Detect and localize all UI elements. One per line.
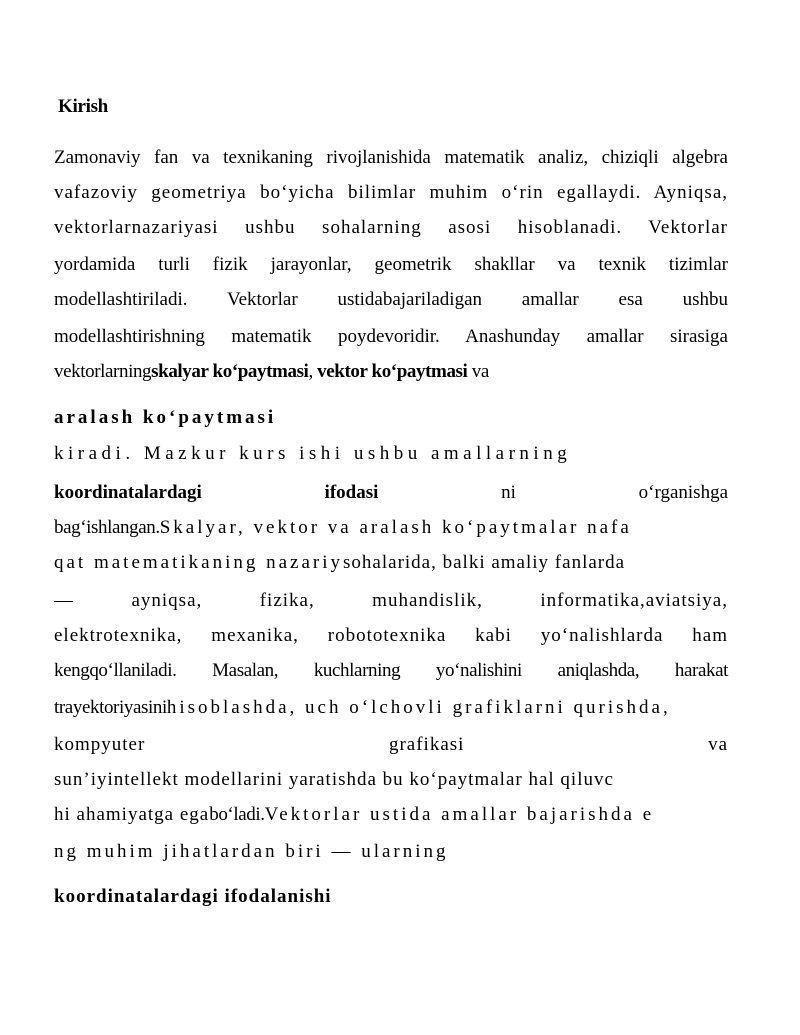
term-vector-product: vektor ko‘paytmasi <box>317 361 468 382</box>
paragraph-line-10 <box>54 481 728 505</box>
line17-text-2: grafikasi <box>388 734 465 755</box>
paragraph-line-14: elektrotexnika, mexanika, robototexnika kabi yo‘nalishlarda ham <box>54 625 728 646</box>
paragraph-line-4: yordamida turli fizik jarayonlar, geometrik shakllar va texnik tizimlar <box>54 254 728 275</box>
paragraph-line-18: sun’iyintellekt modellarini yaratishda bu ko‘paytmalar hal qiluvc <box>54 769 614 790</box>
paragraph-line-6: modellashtirishning matematik poydevoridir. Anashunday amallar sirasiga <box>54 326 728 347</box>
line7-text-3: va <box>467 361 489 382</box>
line10-text-3: ni <box>501 482 516 503</box>
line11-text-2: Skalyar, vektor va aralash ko‘paytmalar nafa <box>159 517 632 538</box>
paragraph-line-5: modellashtiriladi. Vektorlar ustidabajariladigan amallar esa ushbu <box>54 289 728 310</box>
term-coordinate-representation: koordinatalardagi ifodalanishi <box>54 886 332 907</box>
line17-text-3: va <box>708 734 728 755</box>
line19-text-3: Vektorlar ustida amallar bajarishda e <box>264 804 655 825</box>
term-expression: ifodasi <box>324 482 379 503</box>
line12-text-2: sohalarida, balki amaliy fanlarda <box>343 552 626 573</box>
paragraph-line-7 <box>54 360 728 384</box>
paragraph-line-13: — ayniqsa, fizika, muhandislik, informatika,aviatsiya, <box>54 590 728 611</box>
paragraph-line-15: kengqo‘llaniladi. Masalan, kuchlarning yo‘nalishini aniqlashda, harakat <box>54 660 728 681</box>
paragraph-line-1: Zamonaviy fan va texnikaning rivojlanishida matematik analiz, chiziqli algebra <box>54 147 728 168</box>
paragraph-line-19 <box>54 803 728 827</box>
paragraph-line-11 <box>54 516 728 540</box>
paragraph-line-20: ng muhim jihatlardan biri — ularning <box>54 841 449 862</box>
line12-text-1: qat matematikaning nazariy <box>54 552 344 573</box>
line16-text-2: hisoblashda, uch o‘lchovli grafiklarni qurishda, <box>166 697 671 718</box>
term-mixed-product: aralash ko‘paytmasi <box>54 407 277 428</box>
paragraph-line-3: vektorlarnazariyasi ushbu sohalarning asosi hisoblanadi. Vektorlar <box>54 217 728 238</box>
paragraph-line-9: kiradi. Mazkur kurs ishi ushbu amallarning <box>54 443 572 464</box>
term-coordinates: koordinatalardagi <box>54 482 202 503</box>
line16-text-1: trayektoriyasini <box>54 697 167 718</box>
section-heading: Kirish <box>58 96 108 117</box>
line19-text-1: hi ahamiyatga ega <box>54 804 210 825</box>
line17-text-1: kompyuter <box>54 734 146 755</box>
line7-text-2: , <box>308 361 318 382</box>
paragraph-line-16 <box>54 696 728 720</box>
line10-text-4: o‘rganishga <box>638 482 729 503</box>
paragraph-line-2: vafazoviy geometriya bo‘yicha bilimlar muhim o‘rin egallaydi. Ayniqsa, <box>54 182 728 203</box>
paragraph-line-12 <box>54 551 728 575</box>
line19-text-2: bo‘ladi. <box>209 804 265 825</box>
term-scalar-product: skalyar ko‘paytmasi <box>151 361 309 382</box>
paragraph-line-17 <box>54 733 728 757</box>
line7-text-1: vektorlarning <box>54 361 152 382</box>
line11-text-1: bag‘ishlangan. <box>54 517 160 538</box>
